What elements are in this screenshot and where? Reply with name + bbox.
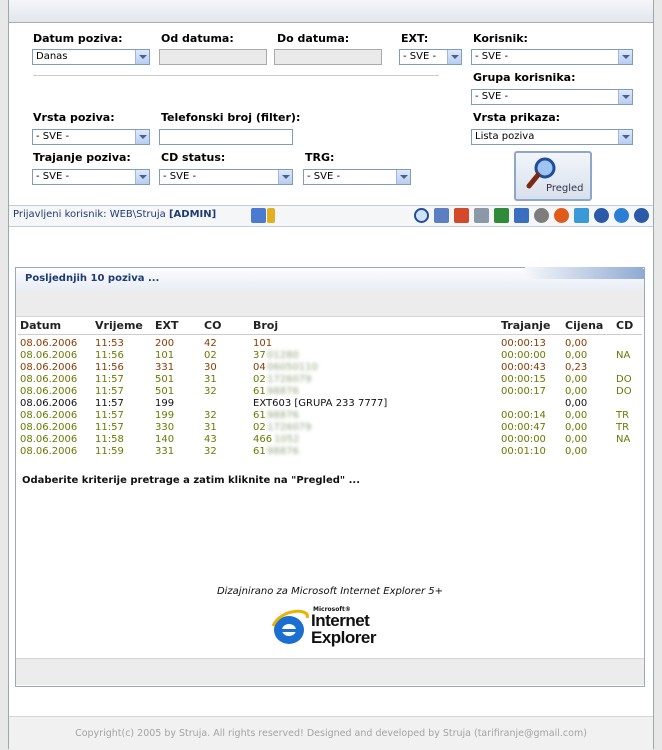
- cell-vrijeme: 11:58: [95, 434, 124, 445]
- cell-ext: 140: [155, 434, 175, 445]
- cell-co: 02: [204, 350, 217, 361]
- trg-label: TRG:: [305, 151, 335, 164]
- internet-explorer-logo: [271, 606, 391, 650]
- cd-status-label: CD status:: [161, 151, 226, 164]
- logged-user-name: WEB\Struja: [109, 209, 166, 220]
- panel-bottom-bar: [16, 658, 644, 685]
- cell-cijena: 0,00: [565, 350, 588, 361]
- cell-broj-obscured: 01280: [267, 350, 299, 361]
- cell-broj-obscured: 98876: [267, 386, 299, 397]
- cell-cd: TR: [616, 422, 630, 433]
- cd-status-select[interactable]: [159, 169, 293, 185]
- cell-datum: 08.06.2006: [20, 338, 78, 349]
- table-row[interactable]: [16, 350, 644, 362]
- refresh-icon[interactable]: [574, 208, 589, 223]
- cell-datum: 08.06.2006: [20, 410, 78, 421]
- cell-cijena: 0,00: [565, 338, 588, 349]
- od-datuma-label: Od datuma:: [161, 32, 234, 45]
- trajanje-poziva-select[interactable]: [32, 169, 150, 185]
- cell-trajanje: 00:00:47: [501, 422, 546, 433]
- cell-datum: 08.06.2006: [20, 362, 78, 373]
- cell-vrijeme: 11:53: [95, 338, 124, 349]
- cell-datum: 08.06.2006: [20, 374, 78, 385]
- cell-ext: 200: [155, 338, 175, 349]
- cell-broj: 61: [253, 386, 266, 397]
- cell-trajanje: 00:00:17: [501, 386, 546, 397]
- ie-logo-small: Microsoft®: [313, 606, 351, 613]
- cell-vrijeme: 11:59: [95, 446, 124, 457]
- cell-broj: 04: [253, 362, 266, 373]
- cell-ext: 199: [155, 398, 175, 409]
- cell-vrijeme: 11:57: [95, 410, 124, 421]
- table-row[interactable]: [16, 422, 644, 434]
- chevron-down-icon: [135, 130, 149, 144]
- cell-cd: NA: [616, 350, 631, 361]
- cell-trajanje: 00:00:13: [501, 338, 546, 349]
- col-header-vrijeme: Vrijeme: [95, 319, 143, 332]
- chevron-down-icon: [447, 50, 461, 64]
- book-icon[interactable]: [434, 208, 449, 223]
- trg-select[interactable]: [303, 169, 411, 185]
- cell-ext: 501: [155, 386, 175, 397]
- table-row[interactable]: [16, 410, 644, 422]
- table-row[interactable]: [16, 398, 644, 410]
- cell-vrijeme: 11:56: [95, 350, 124, 361]
- table-row[interactable]: [16, 446, 644, 458]
- cell-cijena: 0,23: [565, 362, 588, 373]
- globe-icon[interactable]: [614, 208, 629, 223]
- cell-ext: 331: [155, 446, 175, 457]
- col-header-cijena: Cijena: [565, 319, 604, 332]
- cell-trajanje: 00:01:10: [501, 446, 546, 457]
- cell-trajanje: 00:00:00: [501, 350, 546, 361]
- cell-co: 32: [204, 410, 217, 421]
- cd-status-value: - SVE -: [163, 171, 197, 182]
- cell-cd: DO: [616, 374, 632, 385]
- chevron-down-icon: [135, 170, 149, 184]
- korisnik-label: Korisnik:: [473, 32, 528, 45]
- grupa-korisnika-value: - SVE -: [475, 91, 509, 102]
- cell-datum: 08.06.2006: [20, 434, 78, 445]
- cell-co: 43: [204, 434, 217, 445]
- cell-broj: 101: [253, 338, 273, 349]
- vrsta-prikaza-label: Vrsta prikaza:: [473, 111, 561, 124]
- cell-broj-obscured: 98876: [267, 410, 299, 421]
- ext-select[interactable]: [399, 49, 462, 65]
- cell-trajanje: 00:00:15: [501, 374, 546, 385]
- korisnik-value: - SVE -: [475, 51, 509, 62]
- header-divider: [18, 334, 642, 335]
- cell-datum: 08.06.2006: [20, 350, 78, 361]
- cell-broj-obscured: 98876: [267, 446, 299, 457]
- panel-tab-decoration: [525, 267, 645, 279]
- chevron-down-icon: [135, 50, 149, 64]
- panel-header: [16, 268, 644, 291]
- help-icon[interactable]: [634, 208, 649, 223]
- telefonski-broj-input[interactable]: [159, 129, 293, 145]
- col-header-broj: Broj: [253, 319, 279, 332]
- cell-ext: 101: [155, 350, 175, 361]
- table-row[interactable]: [16, 386, 644, 398]
- do-datuma-label: Do datuma:: [277, 32, 350, 45]
- table-row[interactable]: [16, 338, 644, 350]
- app-frame: [8, 0, 654, 749]
- chevron-down-icon: [278, 170, 292, 184]
- cell-cijena: 0,00: [565, 386, 588, 397]
- cell-cd: TR: [616, 410, 630, 421]
- datum-poziva-value: Danas: [36, 51, 68, 62]
- cell-vrijeme: 11:57: [95, 386, 124, 397]
- chevron-down-icon: [618, 130, 632, 144]
- settings-icon[interactable]: [534, 208, 549, 223]
- ie-logo-line1: Internet: [311, 611, 370, 630]
- cell-cijena: 0,00: [565, 410, 588, 421]
- cell-broj-obscured: 06050110: [267, 362, 318, 373]
- cell-vrijeme: 11:56: [95, 362, 124, 373]
- cell-co: 32: [204, 446, 217, 457]
- chevron-down-icon: [618, 90, 632, 104]
- vrsta-poziva-label: Vrsta poziva:: [33, 111, 115, 124]
- logged-user: [13, 209, 216, 220]
- cell-datum: 08.06.2006: [20, 398, 78, 409]
- cell-broj-obscured: 1726079: [267, 422, 312, 433]
- switch-user-icon[interactable]: [251, 208, 266, 223]
- cell-trajanje: 00:00:43: [501, 362, 546, 373]
- cell-datum: 08.06.2006: [20, 422, 78, 433]
- home-icon[interactable]: [454, 208, 469, 223]
- cell-broj: EXT603 [GRUPA 233 7777]: [253, 398, 388, 409]
- divider: [33, 75, 439, 76]
- cell-ext: 331: [155, 362, 175, 373]
- vrsta-prikaza-select[interactable]: [471, 129, 633, 145]
- vrsta-poziva-value: - SVE -: [36, 131, 70, 142]
- col-header-cd: CD: [616, 319, 634, 332]
- copyright-text: Copyright(c) 2005 by Struja. All rights reserved! Designed and developed by Struja (tarifiranje@gmail.com): [75, 728, 587, 739]
- cell-co: 31: [204, 374, 217, 385]
- clock-icon[interactable]: [554, 208, 569, 223]
- cell-cd: DO: [616, 386, 632, 397]
- cell-cijena: 0,00: [565, 398, 588, 409]
- top-band: [9, 0, 653, 23]
- telefonski-broj-label: Telefonski broj (filter):: [161, 111, 301, 124]
- cell-broj: 37: [253, 350, 266, 361]
- cell-trajanje: 00:00:14: [501, 410, 546, 421]
- results-panel: [15, 267, 645, 687]
- cell-broj-obscured: 1052: [274, 434, 300, 445]
- ext-value: - SVE -: [403, 51, 437, 62]
- disk-icon[interactable]: [594, 208, 609, 223]
- trg-value: - SVE -: [307, 171, 341, 182]
- table-row[interactable]: [16, 434, 644, 446]
- vrsta-prikaza-value: Lista poziva: [475, 131, 535, 142]
- cell-ext: 199: [155, 410, 175, 421]
- search-icon[interactable]: [414, 208, 429, 223]
- grupa-korisnika-select[interactable]: [471, 89, 633, 105]
- search-hint: Odaberite kriterije pretrage a zatim kliknite na "Pregled" ...: [22, 475, 360, 486]
- logged-user-role: [ADMIN]: [168, 209, 217, 220]
- cell-trajanje: 00:00:00: [501, 434, 546, 445]
- user-bar: [9, 205, 653, 227]
- cell-broj-obscured: 1726079: [267, 374, 312, 385]
- do-datuma-input[interactable]: [274, 49, 382, 65]
- korisnik-select[interactable]: [471, 49, 633, 65]
- key-icon[interactable]: [267, 208, 275, 223]
- cell-cijena: 0,00: [565, 422, 588, 433]
- ext-label: EXT:: [401, 32, 429, 45]
- panel-title: Posljednjih 10 poziva ...: [25, 273, 160, 284]
- cell-broj: 466: [253, 434, 273, 445]
- panel-toolbar: [16, 290, 644, 317]
- cell-cijena: 0,00: [565, 374, 588, 385]
- cell-co: 32: [204, 386, 217, 397]
- ie-logo-line2: Explorer: [311, 628, 376, 647]
- cell-broj: 02: [253, 374, 266, 385]
- footer: [9, 716, 653, 750]
- cell-cijena: 0,00: [565, 446, 588, 457]
- col-header-trajanje: Trajanje: [501, 319, 551, 332]
- cell-vrijeme: 11:57: [95, 398, 124, 409]
- col-header-co: CO: [204, 319, 222, 332]
- pregled-label: Pregled: [546, 183, 584, 194]
- print-icon[interactable]: [474, 208, 489, 223]
- cell-ext: 330: [155, 422, 175, 433]
- cell-vrijeme: 11:57: [95, 422, 124, 433]
- vrsta-poziva-select[interactable]: [32, 129, 150, 145]
- datum-poziva-select[interactable]: [32, 49, 150, 65]
- cell-co: 31: [204, 422, 217, 433]
- cell-broj: 61: [253, 410, 266, 421]
- table-row[interactable]: [16, 362, 644, 374]
- designed-for-note: Dizajnirano za Microsoft Internet Explorer 5+: [216, 586, 444, 597]
- logged-user-prefix: Prijavljeni korisnik:: [13, 209, 107, 220]
- chevron-down-icon: [396, 170, 410, 184]
- col-header-datum: Datum: [20, 319, 62, 332]
- cell-datum: 08.06.2006: [20, 386, 78, 397]
- pregled-button[interactable]: [514, 151, 592, 201]
- grupa-korisnika-label: Grupa korisnika:: [473, 71, 576, 84]
- cell-datum: 08.06.2006: [20, 446, 78, 457]
- cell-co: 42: [204, 338, 217, 349]
- datum-poziva-label: Datum poziva:: [33, 32, 123, 45]
- cell-broj: 61: [253, 446, 266, 457]
- chevron-down-icon: [618, 50, 632, 64]
- cell-co: 30: [204, 362, 217, 373]
- excel-icon[interactable]: [494, 208, 509, 223]
- table-row[interactable]: [16, 374, 644, 386]
- trajanje-poziva-value: - SVE -: [36, 171, 70, 182]
- users-icon[interactable]: [514, 208, 529, 223]
- cell-cijena: 0,00: [565, 434, 588, 445]
- cell-broj: 02: [253, 422, 266, 433]
- col-header-ext: EXT: [155, 319, 179, 332]
- cell-ext: 501: [155, 374, 175, 385]
- cell-cd: NA: [616, 434, 631, 445]
- trajanje-poziva-label: Trajanje poziva:: [33, 151, 131, 164]
- cell-vrijeme: 11:57: [95, 374, 124, 385]
- od-datuma-input[interactable]: [159, 49, 267, 65]
